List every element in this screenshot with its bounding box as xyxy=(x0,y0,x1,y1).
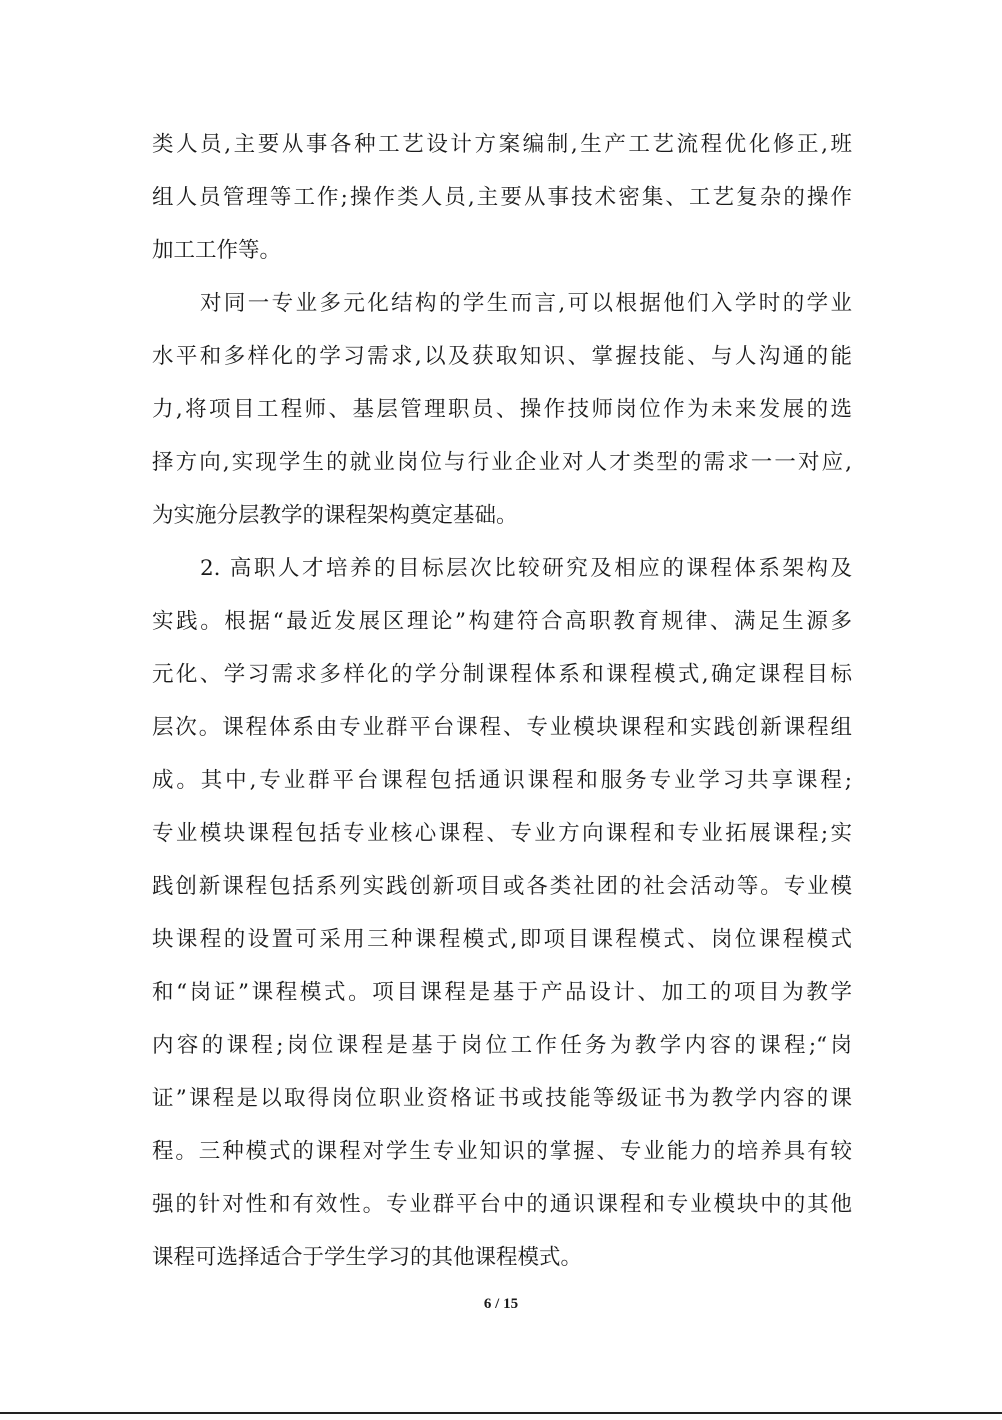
text-line: 成。其中,专业群平台课程包括通识课程和服务专业学习共享课程; xyxy=(152,768,852,793)
text-line: 2. 高职人才培养的目标层次比较研究及相应的课程体系架构及 xyxy=(200,556,852,581)
text-line: 课程可选择适合于学生学习的其他课程模式。 xyxy=(152,1245,583,1270)
text-line: 力,将项目工程师、基层管理职员、操作技师岗位作为未来发展的选 xyxy=(152,397,852,422)
body-text xyxy=(152,118,852,1284)
text-line: 程。三种模式的课程对学生专业知识的掌握、专业能力的培养具有较 xyxy=(152,1139,852,1164)
text-line: 内容的课程;岗位课程是基于岗位工作任务为教学内容的课程;“岗 xyxy=(152,1033,852,1058)
text-line: 专业模块课程包括专业核心课程、专业方向课程和专业拓展课程;实 xyxy=(152,821,852,846)
text-line: 层次。课程体系由专业群平台课程、专业模块课程和实践创新课程组 xyxy=(152,715,852,740)
text-line: 实践。根据“最近发展区理论”构建符合高职教育规律、满足生源多 xyxy=(152,609,852,634)
text-line: 和“岗证”课程模式。项目课程是基于产品设计、加工的项目为教学 xyxy=(152,980,852,1005)
text-line: 择方向,实现学生的就业岗位与行业企业对人才类型的需求一一对应, xyxy=(152,450,852,475)
text-line: 对同一专业多元化结构的学生而言,可以根据他们入学时的学业 xyxy=(200,291,852,316)
text-line: 水平和多样化的学习需求,以及获取知识、掌握技能、与人沟通的能 xyxy=(152,344,852,369)
text-line: 为实施分层教学的课程架构奠定基础。 xyxy=(152,503,518,528)
text-line: 证”课程是以取得岗位职业资格证书或技能等级证书为教学内容的课 xyxy=(152,1086,852,1111)
text-line: 组人员管理等工作;操作类人员,主要从事技术密集、工艺复杂的操作 xyxy=(152,185,852,210)
text-line: 强的针对性和有效性。专业群平台中的通识课程和专业模块中的其他 xyxy=(152,1192,852,1217)
page-number: 6 / 15 xyxy=(483,1296,519,1312)
text-line: 加工工作等。 xyxy=(152,238,282,263)
text-line: 类人员,主要从事各种工艺设计方案编制,生产工艺流程优化修正,班 xyxy=(152,132,852,157)
page-bottom-divider xyxy=(0,1412,1002,1414)
text-line: 元化、学习需求多样化的学分制课程体系和课程模式,确定课程目标 xyxy=(152,662,852,687)
text-line: 践创新课程包括系列实践创新项目或各类社团的社会活动等。专业模 xyxy=(152,874,852,899)
text-line: 块课程的设置可采用三种课程模式,即项目课程模式、岗位课程模式 xyxy=(152,927,852,952)
